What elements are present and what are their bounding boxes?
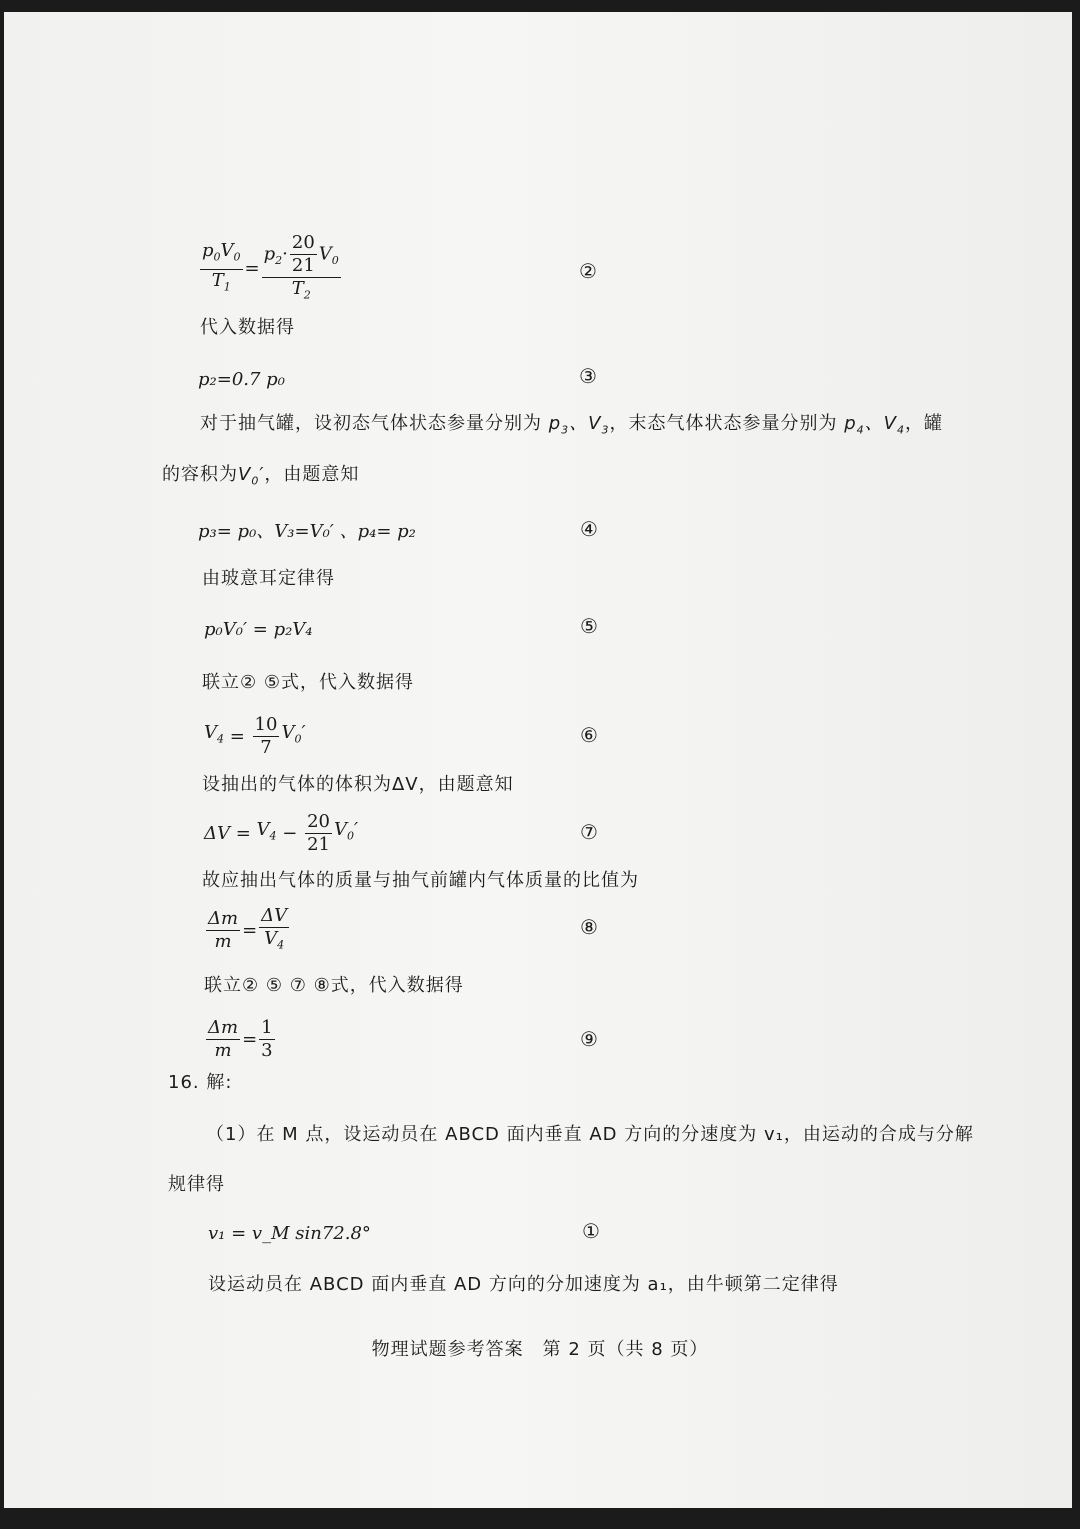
text-line: 设抽出的气体的体积为ΔV，由题意知 xyxy=(202,774,514,795)
equation-8: $\frac{\Delta m}{m}$ = $\frac{\Delta V}{V_4}$ xyxy=(208,905,288,953)
text-line: 由玻意耳定律得 xyxy=(202,568,335,589)
page-footer: 物理试题参考答案 第 2 页（共 8 页） xyxy=(371,1339,709,1360)
text-line: 的容积为$V_0'$，由题意知 xyxy=(162,464,360,488)
text-line: 故应抽出气体的质量与抽气前罐内气体质量的比值为 xyxy=(202,870,639,891)
equation-7: ΔV = $V_4$ − $\frac{20}{21}$ $V_0'$ xyxy=(204,811,359,855)
equation-number: ⑨ xyxy=(580,1027,598,1051)
equation-number: ③ xyxy=(579,364,597,388)
equation-number: ① xyxy=(582,1219,600,1243)
text-line: 代入数据得 xyxy=(200,317,295,338)
equation-5: p₀V₀′ = p₂V₄ xyxy=(204,619,313,640)
text-line: （1）在 M 点，设运动员在 ABCD 面内垂直 AD 方向的分速度为 v₁，由运动的合成与分解 xyxy=(206,1124,974,1145)
question-16-heading: 16. 解: xyxy=(168,1072,233,1093)
text-line: 联立② ⑤ ⑦ ⑧式，代入数据得 xyxy=(204,975,464,996)
text-line: 规律得 xyxy=(168,1174,225,1195)
equation-3: p₂=0.7 p₀ xyxy=(198,369,285,390)
equation-number: ⑥ xyxy=(580,723,598,747)
text-line: 对于抽气罐，设初态气体状态参量分别为 $p_3$、$V_3$，末态气体状态参量分别为 $p_4$、$V_4$，罐 xyxy=(200,413,943,437)
equation-number: ⑧ xyxy=(580,915,598,939)
equation-number: ⑤ xyxy=(580,614,598,638)
equation-9: $\frac{\Delta m}{m}$ = $\frac{1}{3}$ xyxy=(208,1017,273,1061)
equation-number: ④ xyxy=(580,517,598,541)
equation-16-1: v₁ = v_M sin72.8° xyxy=(208,1223,371,1244)
text-line: 设运动员在 ABCD 面内垂直 AD 方向的分加速度为 a₁，由牛顿第二定律得 xyxy=(208,1274,839,1295)
equation-number: ② xyxy=(579,259,597,283)
equation-6: $V_4$ = $\frac{10}{7}$ $V_0'$ xyxy=(204,714,306,758)
equation-4: p₃= p₀、V₃=V₀′ 、p₄= p₂ xyxy=(198,521,416,542)
equation-2: $\frac{p_0V_0}{T_1}$ = $p_2\cdot$ $\frac{20}{21}$ $V_0$ $T_2$ xyxy=(202,232,339,302)
equation-number: ⑦ xyxy=(580,820,598,844)
text-line: 联立② ⑤式，代入数据得 xyxy=(202,672,414,693)
